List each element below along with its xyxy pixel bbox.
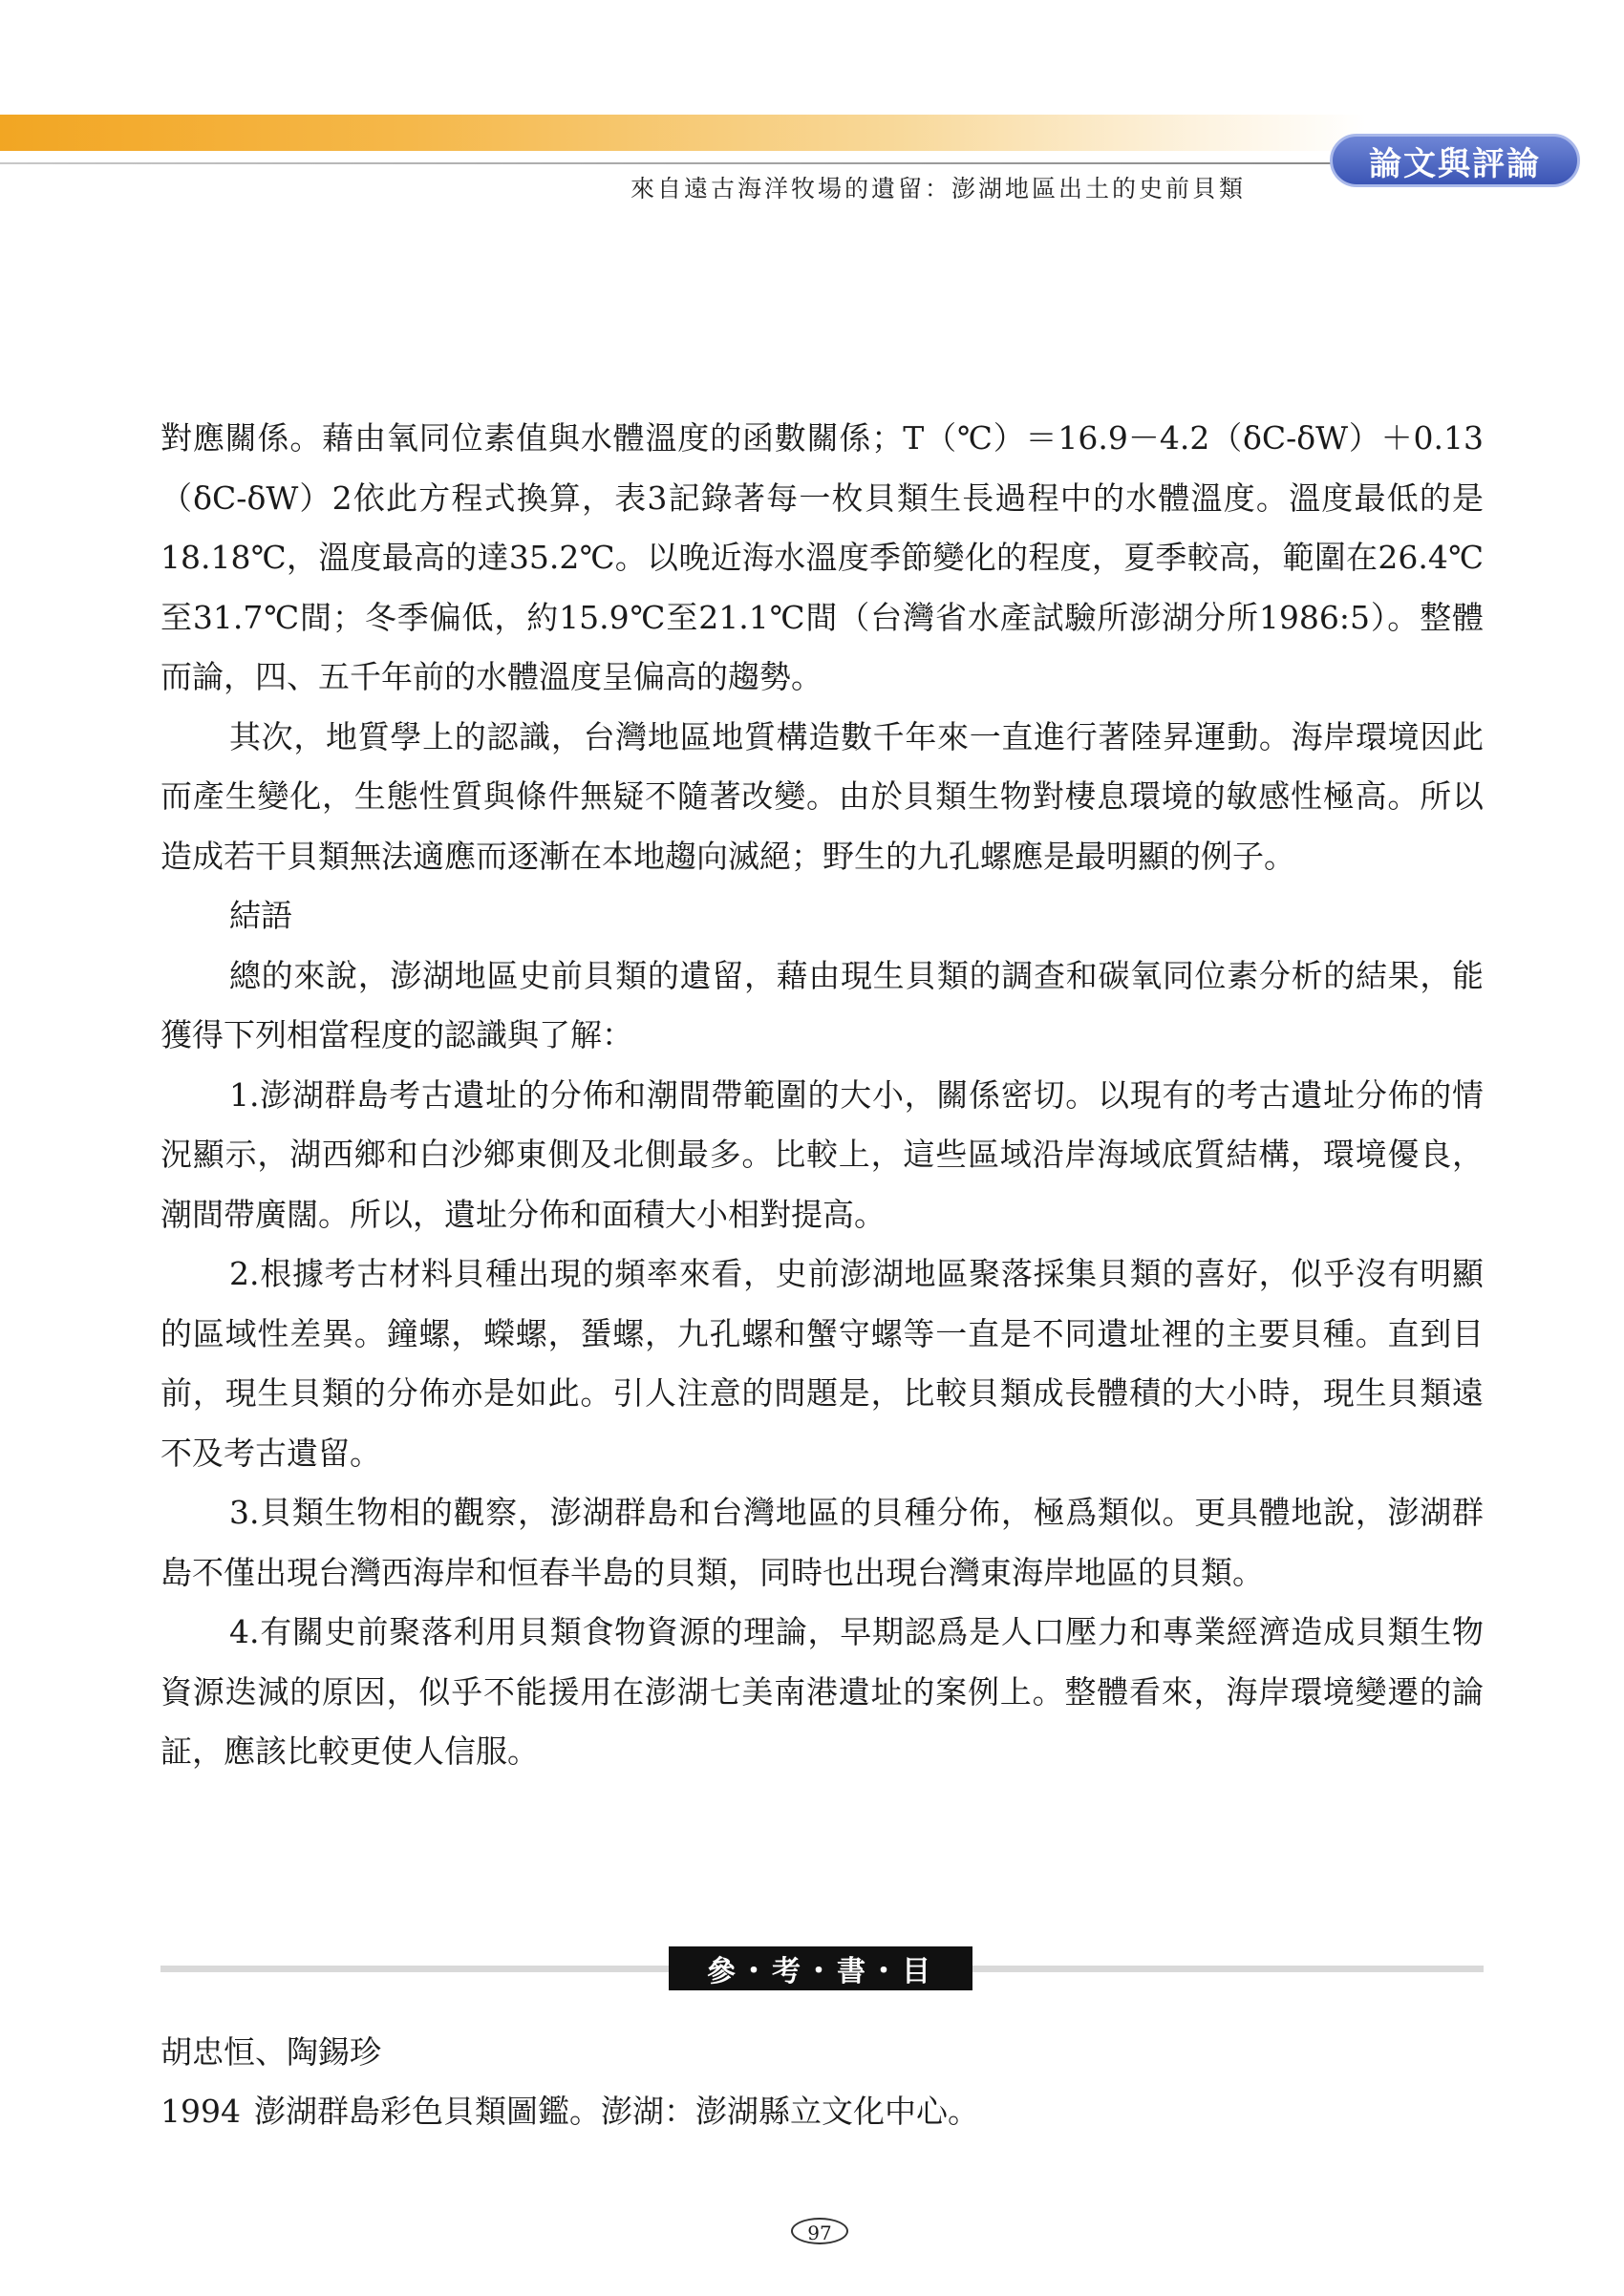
paragraph-continued: 對應關係。藉由氧同位素值與水體溫度的函數關係；T（℃）＝16.9－4.2（δC-δW）＋0.13（δC-δW）2依此方程式換算，表3記錄著每一枚貝類生長過程中的水體溫度。溫度最低的是18.18℃，溫度最高的達35.2℃。以晚近海水溫度季節變化的程度，夏季較高，範圍在26.4℃至31.7℃間；冬季偏低，約15.9℃至21.1℃間（台灣省水產試驗所澎湖分所1986:5）。整體而論，四、五千年前的水體溫度呈偏高的趨勢。 <box>160 419 1484 695</box>
reference-title: 澎湖群島彩色貝類圖鑑。澎湖：澎湖縣立文化中心。 <box>254 2093 979 2130</box>
running-title: 來自遠古海洋牧場的遺留：澎湖地區出土的史前貝類 <box>630 175 1247 202</box>
header-color-band <box>0 115 1366 151</box>
reference-entry <box>160 2082 979 2141</box>
reference-year: 1994 <box>160 2093 241 2130</box>
header-rule <box>0 162 1337 164</box>
section-heading-conclusion: 結語 <box>229 897 292 934</box>
conclusion-item-4: 4.有關史前聚落利用貝類食物資源的理論，早期認爲是人口壓力和專業經濟造成貝類生物資源迭減的原因，似乎不能援用在澎湖七美南港遺址的案例上。整體看來，海岸環境變遷的論証，應該比較更使人信服。 <box>160 1613 1484 1770</box>
paragraph: 其次，地質學上的認識，台灣地區地質構造數千年來一直進行著陸昇運動。海岸環境因此而產生變化，生態性質與條件無疑不隨著改變。由於貝類生物對棲息環境的敏感性極高。所以造成若干貝類無法適應而逐漸在本地趨向滅絕；野生的九孔螺應是最明顯的例子。 <box>160 717 1484 875</box>
conclusion-item-3: 3.貝類生物相的觀察，澎湖群島和台灣地區的貝種分佈，極爲類似。更具體地說，澎湖群島不僅出現台灣西海岸和恒春半島的貝類，同時也出現台灣東海岸地區的貝類。 <box>160 1494 1484 1591</box>
page-number: 97 <box>791 2218 848 2244</box>
paragraph: 總的來說，澎湖地區史前貝類的遺留，藉由現生貝類的調查和碳氧同位素分析的結果，能獲得下列相當程度的認識與了解： <box>160 956 1484 1053</box>
reference-author: 胡忠恒、陶錫珍 <box>160 2033 381 2071</box>
conclusion-item-1: 1.澎湖群島考古遺址的分佈和潮間帶範圍的大小，關係密切。以現有的考古遺址分佈的情況顯示，湖西鄉和白沙鄉東側及北側最多。比較上，這些區域沿岸海域底質結構，環境優良，潮間帶廣闊。所以，遺址分佈和面積大小相對提高。 <box>160 1075 1484 1233</box>
article-body <box>160 409 1484 1782</box>
references-heading: 參・考・書・目 <box>669 1946 972 1990</box>
conclusion-item-2: 2.根據考古材料貝種出現的頻率來看，史前澎湖地區聚落採集貝類的喜好，似乎沒有明顯的區域性差異。鐘螺，蠑螺，蜑螺，九孔螺和蟹守螺等一直是不同遺址裡的主要貝種。直到目前，現生貝類的分佈亦是如此。引人注意的問題是，比較貝類成長體積的大小時，現生貝類遠不及考古遺留。 <box>160 1255 1484 1472</box>
section-badge: 論文與評論 <box>1330 134 1580 187</box>
